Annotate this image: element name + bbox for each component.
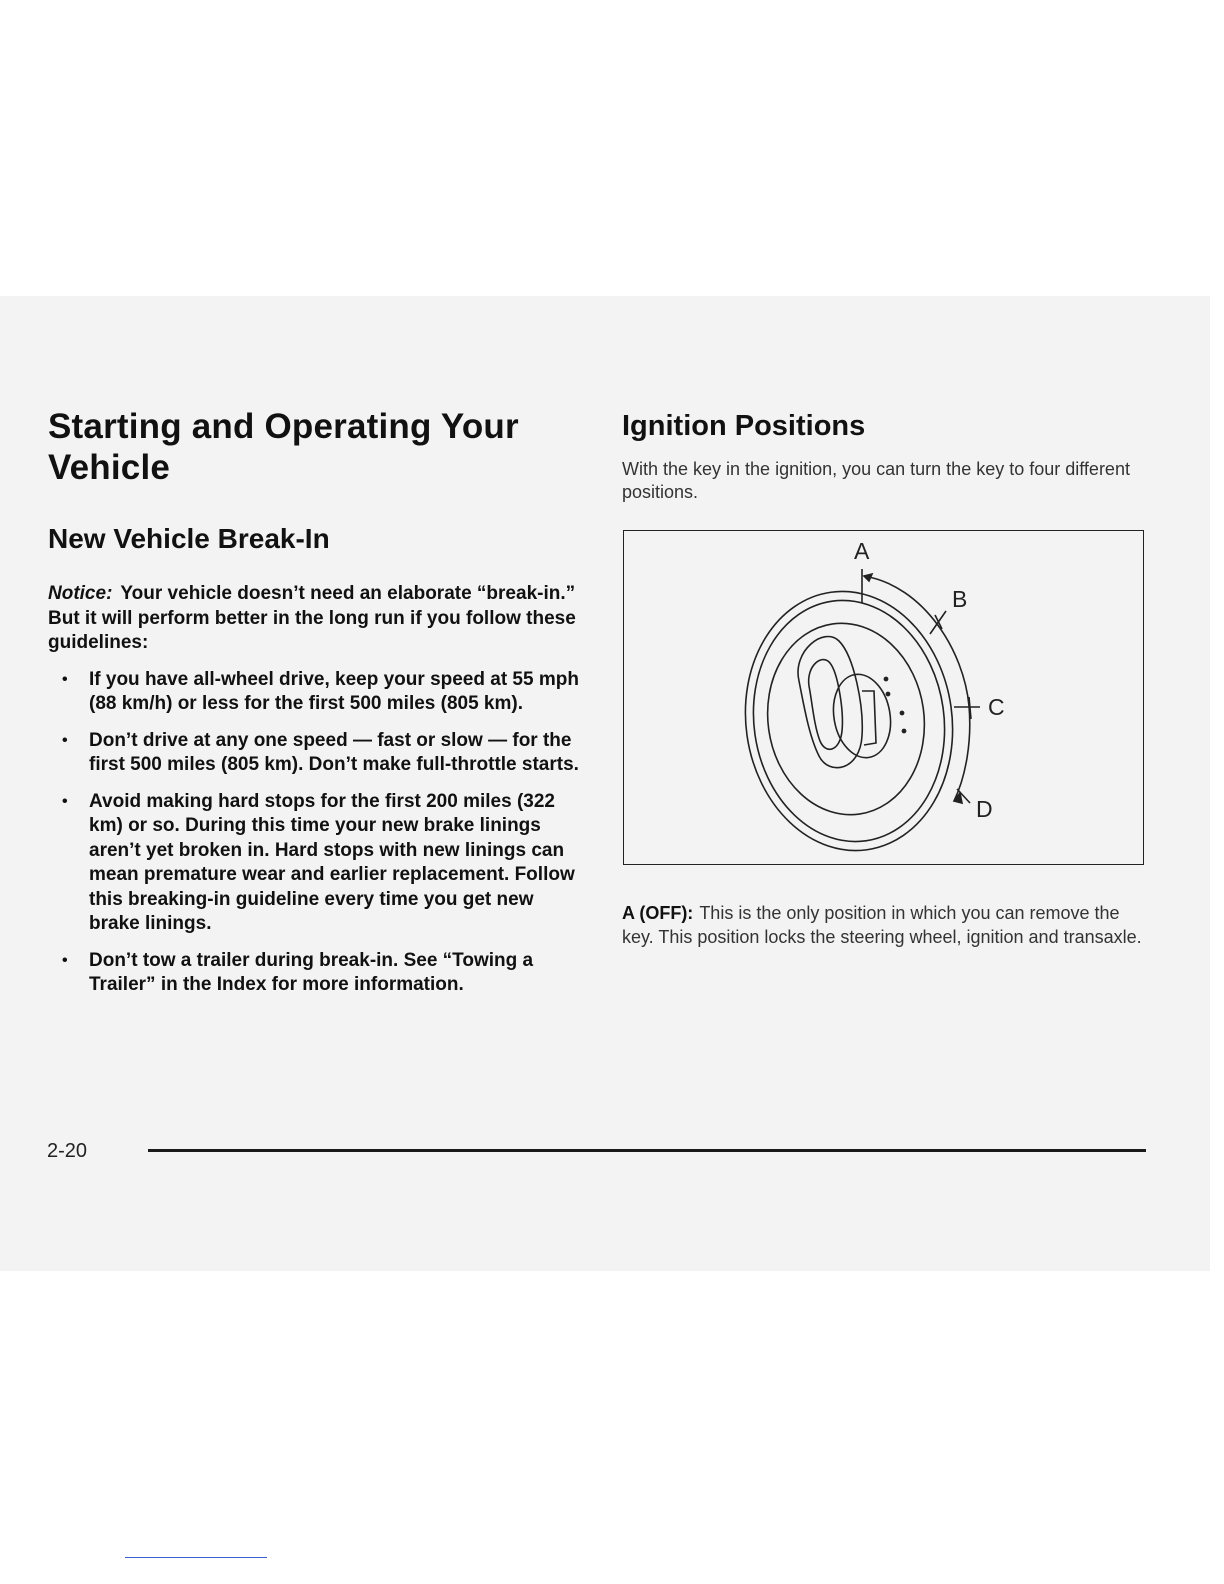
position-label-b: B	[952, 586, 968, 612]
guideline-text: Don’t tow a trailer during break-in. See “Towing a Trailer” in the Index for more information.	[89, 949, 534, 995]
bullet-icon: •	[62, 792, 68, 810]
left-column	[48, 406, 583, 1010]
guidelines-list	[48, 668, 583, 998]
right-column	[622, 408, 1152, 504]
bullet-icon: •	[62, 731, 68, 749]
off-position-description	[622, 902, 1142, 949]
page-number: 2-20	[47, 1140, 88, 1162]
footer-divider	[148, 1149, 1146, 1152]
guideline-text: If you have all-wheel drive, keep your speed at 55 mph (88 km/h) or less for the first 500 miles (805 km).	[89, 668, 579, 714]
off-text: This is the only position in which you can remove the key. This position locks the steering wheel, ignition and transaxle.	[622, 903, 1142, 947]
list-item	[48, 790, 583, 937]
notice-text: Your vehicle doesn’t need an elaborate “break-in.” But it will perform better in the long run if you follow these guidelines:	[48, 583, 576, 653]
section-title-ignition: Ignition Positions	[622, 410, 866, 442]
bottom-divider	[125, 1557, 267, 1558]
notice-paragraph	[48, 582, 583, 656]
section-title-break-in: New Vehicle Break-In	[48, 523, 330, 554]
bullet-icon: •	[62, 951, 68, 969]
position-label-c: C	[988, 694, 1005, 720]
guideline-text: Don’t drive at any one speed — fast or slow — for the first 500 miles (805 km). Don’t make full-throttle starts.	[89, 729, 579, 775]
position-label-d: D	[976, 796, 993, 822]
chapter-title: Starting and Operating Your Vehicle	[48, 407, 519, 487]
off-term: A (OFF):	[622, 903, 694, 923]
ignition-switch-icon	[624, 531, 1142, 863]
ignition-figure	[623, 530, 1144, 865]
notice-label: Notice:	[48, 583, 113, 604]
position-label-a: A	[854, 538, 870, 564]
ignition-intro: With the key in the ignition, you can turn the key to four different positions.	[622, 459, 1130, 502]
bullet-icon: •	[62, 670, 68, 688]
list-item	[48, 949, 583, 998]
list-item	[48, 729, 583, 778]
list-item	[48, 668, 583, 717]
guideline-text: Avoid making hard stops for the first 200 miles (322 km) or so. During this time your new brake linings aren’t yet broken in. Hard stops with new linings can mean premature wear and earlier replacement. Follow this breaking-in guideline every time you get new brake linings.	[89, 790, 575, 934]
